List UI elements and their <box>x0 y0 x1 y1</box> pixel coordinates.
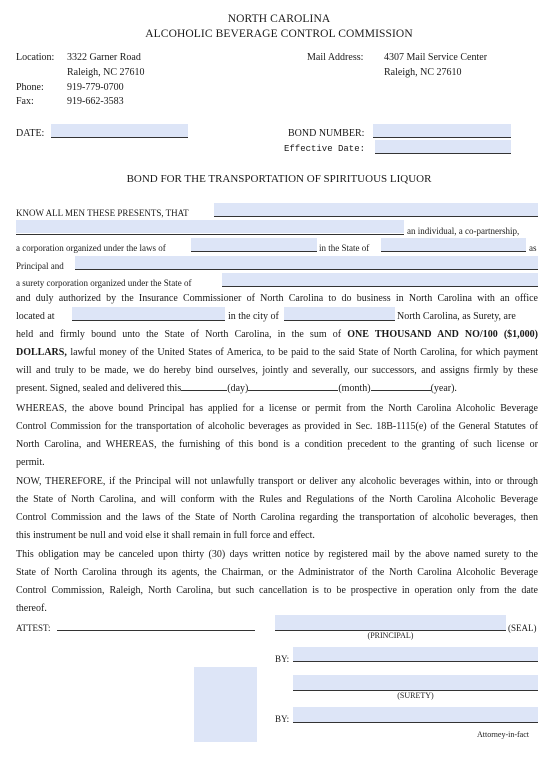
attest-label: ATTEST: <box>16 623 51 633</box>
present-signed-text: present. Signed, sealed and delivered this <box>16 383 182 394</box>
principal-caption: (PRINCIPAL) <box>367 631 414 640</box>
bond-title: BOND FOR THE TRANSPORTATION OF SPIRITUOUS LIQUOR <box>126 173 432 185</box>
principal-name-underline <box>214 216 538 217</box>
surety-name-field[interactable] <box>75 256 538 269</box>
day-text: (day) <box>227 383 249 394</box>
know-all-text: KNOW ALL MEN THESE PRESENTS, THAT <box>16 208 189 218</box>
state-heading: NORTH CAROLINA <box>227 13 331 25</box>
principal-name-field[interactable] <box>214 203 538 216</box>
fax-label: Fax: <box>16 96 34 107</box>
nc-surety-text: North Carolina, as Surety, are <box>397 311 516 322</box>
effective-date-field[interactable] <box>375 140 511 153</box>
surety-state-underline <box>222 286 538 287</box>
bond-number-underline <box>373 137 511 138</box>
fax-number: 919-662-3583 <box>67 96 124 107</box>
principal-name-field-2[interactable] <box>16 220 404 233</box>
as-text: as <box>529 243 537 253</box>
bond-number-label: BOND NUMBER: <box>288 128 365 139</box>
bond-number-field[interactable] <box>373 124 511 137</box>
in-state-of-text: in the State of <box>319 243 370 253</box>
whereas-line-4: permit. <box>16 457 45 468</box>
well-truly-text: will and truly to be made, we do hereby bind ourselves, jointly and severally, our successors, and assigns firmly by these <box>16 365 538 376</box>
seal-label: (SEAL) <box>508 623 537 633</box>
principal-signature-field[interactable] <box>275 615 506 630</box>
office-location-underline <box>72 320 225 321</box>
location-line1: 3322 Garner Road <box>67 52 141 63</box>
by-label-1: BY: <box>275 654 290 664</box>
phone-number: 919-779-0700 <box>67 82 124 93</box>
date-label: DATE: <box>16 128 45 139</box>
corp-state-field[interactable] <box>381 238 526 251</box>
surety-state-field[interactable] <box>222 273 538 286</box>
held-prefix-text: held and firmly bound unto the State of North Carolina, in the sum of <box>16 329 342 340</box>
now-line-1: NOW, THEREFORE, if the Principal will not unlawfully transport or deliver any alcoholic beverages within, into or through <box>16 476 538 487</box>
now-line-2: the State of North Carolina, and will conform with the Rules and Regulations of the North Carolina Alcoholic Beverage <box>16 494 538 505</box>
oblig-line-4: thereof. <box>16 603 47 614</box>
effective-date-label: Effective Date: <box>284 144 366 154</box>
corp-prefix-text: a corporation organized under the laws of <box>16 243 166 253</box>
surety-signature-field[interactable] <box>293 675 538 690</box>
held-amount-text: ONE THOUSAND AND NO/100 ($1,000) <box>347 329 539 340</box>
located-at-text: located at <box>16 311 55 322</box>
principal-and-text: Principal and <box>16 261 64 271</box>
effective-date-underline <box>375 153 511 154</box>
held-line <box>16 326 538 344</box>
month-text: (month) <box>338 383 371 394</box>
principal-by-line <box>293 661 538 662</box>
oblig-line-2: State of North Carolina through its agents, the Chairman, or the Administrator of the North Carolina Alcoholic Beverage <box>16 567 538 578</box>
whereas-line-2: Control Commission for the transportation of alcoholic beverages as provided in Sec. 18B-1115(e) of the General Statutes of <box>16 421 538 432</box>
location-line2: Raleigh, NC 27610 <box>67 67 145 78</box>
seal-box[interactable] <box>194 667 257 742</box>
agency-heading: ALCOHOLIC BEVERAGE CONTROL COMMISSION <box>145 28 413 40</box>
corp-laws-field[interactable] <box>191 238 317 251</box>
date-underline <box>51 137 188 138</box>
office-location-field[interactable] <box>72 307 225 320</box>
surety-caption: (SURETY) <box>397 691 434 700</box>
mail-line2: Raleigh, NC 27610 <box>384 67 462 78</box>
now-line-4: this instrument be null and void else it shall remain in full force and effect. <box>16 530 315 541</box>
office-city-field[interactable] <box>284 307 395 320</box>
mail-label: Mail Address: <box>307 52 364 63</box>
attest-signature-line[interactable] <box>57 630 255 631</box>
year-text: (year). <box>430 383 457 394</box>
phone-label: Phone: <box>16 82 44 93</box>
authorized-text: and duly authorized by the Insurance Commissioner of North Carolina to do business in North Carolina with an office <box>16 293 538 304</box>
mail-line1: 4307 Mail Service Center <box>384 52 488 63</box>
location-label: Location: <box>16 52 55 63</box>
signed-line <box>16 381 457 394</box>
by-label-2: BY: <box>275 714 290 724</box>
principal-by-field[interactable] <box>293 647 538 661</box>
surety-by-line <box>293 722 538 723</box>
in-city-of-text: in the city of <box>228 311 279 322</box>
surety-by-field[interactable] <box>293 707 538 722</box>
whereas-line-3: North Carolina, and WHEREAS, the furnishing of this bond is a condition precedent to the granting of such license or <box>16 439 538 450</box>
now-line-3: Control Commission and the laws of the State of North Carolina regarding the transportation of alcoholic beverages, then <box>16 512 538 523</box>
lawful-money-text: lawful money of the United States of America, to be paid to the said State of North Carolina, for which payment <box>70 347 539 358</box>
corp-state-underline <box>381 251 526 252</box>
principal-name-underline-2 <box>16 234 404 235</box>
day-field[interactable] <box>181 381 227 391</box>
month-field[interactable] <box>248 381 338 391</box>
corp-laws-underline <box>191 251 317 252</box>
date-field[interactable] <box>51 124 188 138</box>
oblig-line-3: Control Commission, Raleigh, North Carolina, but such cancellation is to be prospective in operation only from the date <box>16 585 538 596</box>
individual-text: an individual, a co-partnership, <box>407 226 520 236</box>
dollars-text: DOLLARS, <box>16 347 67 358</box>
office-city-underline <box>284 320 395 321</box>
oblig-line-1: This obligation may be canceled upon thirty (30) days written notice by registered mail by the above named surety to the <box>16 549 538 560</box>
whereas-line-1: WHEREAS, the above bound Principal has applied for a license or permit from the North Carolina Alcoholic Beverage <box>16 403 538 414</box>
attorney-caption: Attorney-in-fact <box>477 730 529 739</box>
year-field[interactable] <box>371 381 431 391</box>
lawful-line <box>16 344 538 362</box>
surety-name-underline <box>75 269 538 270</box>
surety-corp-text: a surety corporation organized under the State of <box>16 278 192 288</box>
